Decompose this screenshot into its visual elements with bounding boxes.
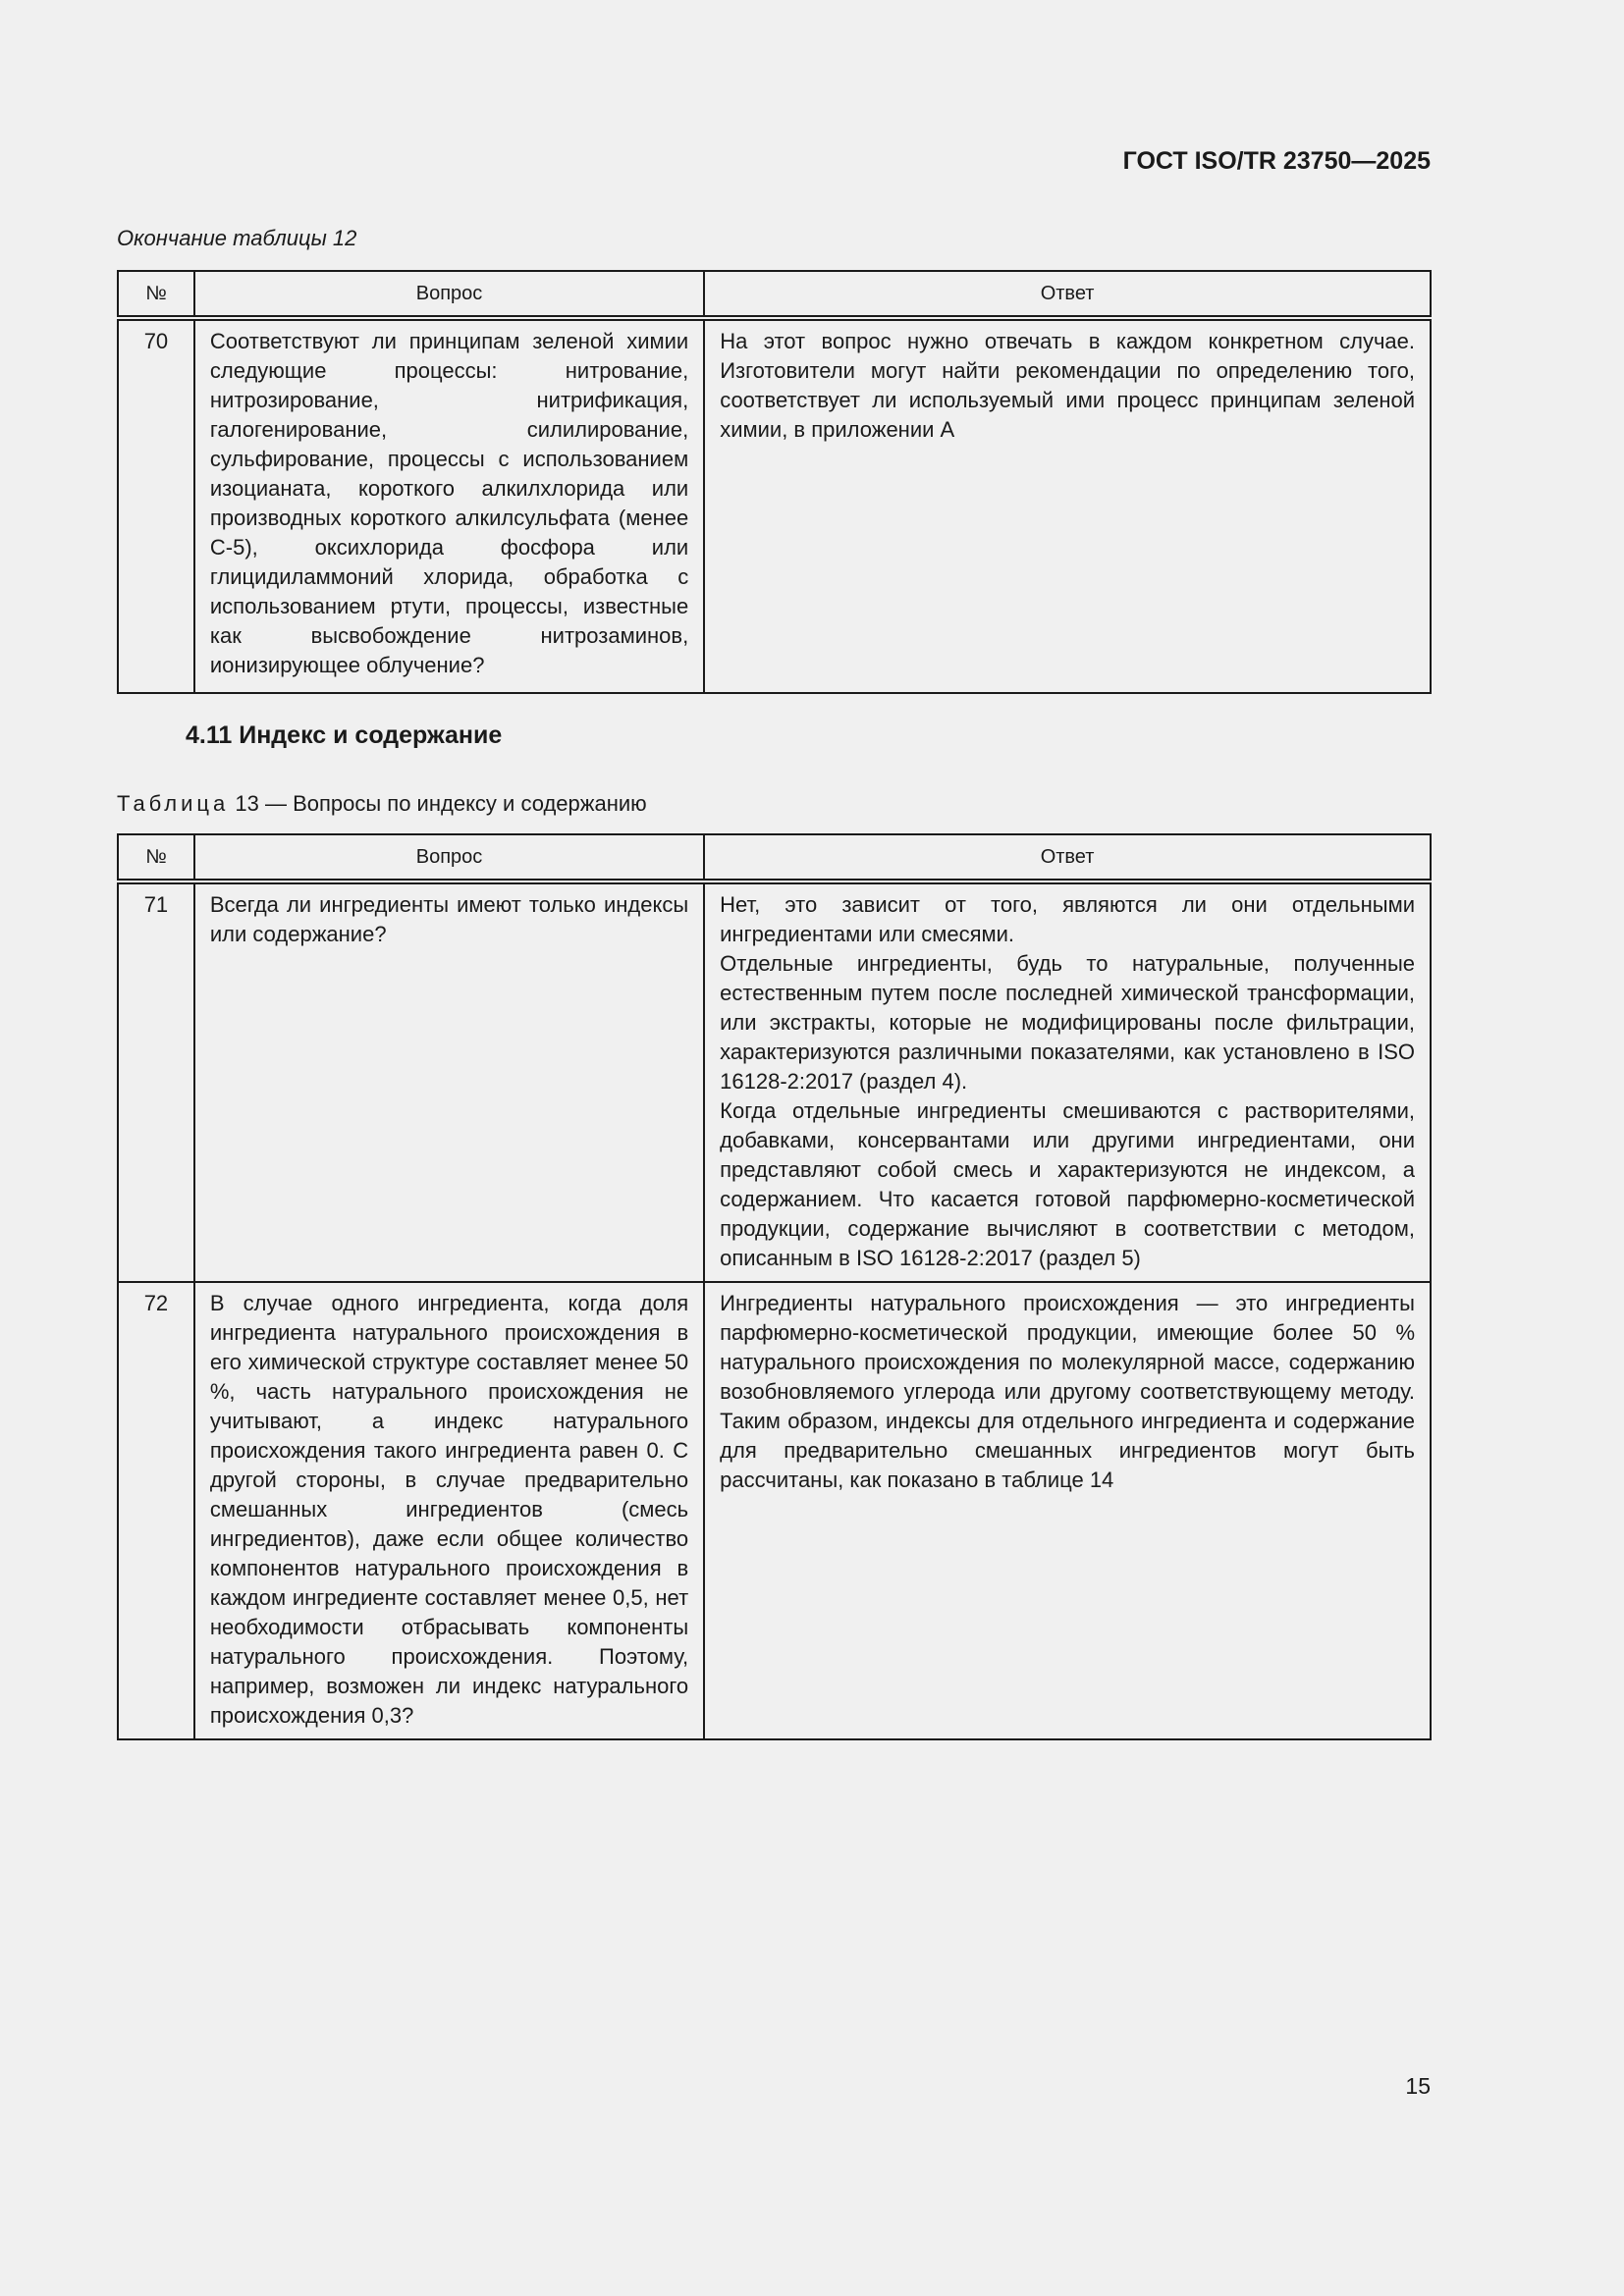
table-12 [117,270,1432,694]
row-number: 72 [118,1282,194,1739]
table-row [118,881,1431,1282]
page-number: 15 [1405,2073,1431,2099]
column-header-question: Вопрос [194,271,704,318]
answer-paragraph: Когда отдельные ингредиенты смешиваются с растворителями, добавками, консервантами или другими ингредиентами, они представляют собой смесь и характеризуются не индексом, а содержанием. Что касается готовой парфюмерно-косметической продукции, содержание вычисляют в соответствии с методом, описанным в ISO 16128-2:2017 (раздел 5) [720,1098,1415,1270]
answer-paragraph: Отдельные ингредиенты, будь то натуральные, полученные естественным путем после последней химической трансформации, или экстракты, которые не модифицированы после фильтрации, характеризуются различными показателями, как установлено в ISO 16128-2:2017 (раздел 4). [720,951,1415,1094]
column-header-question: Вопрос [194,834,704,881]
answer-paragraph: Ингредиенты натурального происхождения — это ингредиенты парфюмерно-косметической продукции, имеющие более 50 % натурального происхождения по молекулярной массе, содержанию возобновляемого углерода или другому соответствующему методу. Таким образом, индексы для отдельного ингредиента и содержание для предварительно смешанных ингредиентов могут быть рассчитаны, как показано в таблице 14 [720,1291,1415,1492]
table-caption-text: 13 — Вопросы по индексу и содержанию [229,791,647,816]
question-cell: Соответствуют ли принципам зеленой химии следующие процессы: нитрование, нитрозирование, нитрификация, галогенирование, силилирование, сульфирование, процессы с использованием изоцианата, короткого алкилхлорида или производных короткого алкилсульфата (менее С-5), оксихлорида фосфора или глицидиламмоний хлорида, обработка с использованием ртути, процессы, известные как высвобождение нитрозаминов, ионизирующее облучение? [194,318,704,693]
answer-cell [704,881,1431,1282]
table-caption-label: Таблица [117,791,230,816]
table-header-row [118,271,1431,318]
column-header-answer: Ответ [704,271,1431,318]
column-header-number: № [118,271,194,318]
answer-cell [704,1282,1431,1739]
table-row [118,318,1431,693]
document-code: ГОСТ ISO/TR 23750—2025 [1122,147,1431,175]
answer-paragraph: Нет, это зависит от того, являются ли они отдельными ингредиентами или смесями. [720,892,1415,946]
table-13 [117,833,1432,1740]
table-caption [117,791,647,817]
section-heading: 4.11 Индекс и содержание [186,721,503,749]
table-row [118,1282,1431,1739]
question-cell: Всегда ли ингредиенты имеют только индексы или содержание? [194,881,704,1282]
question-cell: В случае одного ингредиента, когда доля ингредиента натурального происхождения в его химической структуре составляет менее 50 %, часть натурального происхождения не учитывают, а индекс натурального происхождения такого ингредиента равен 0. С другой стороны, в случае предварительно смешанных ингредиентов (смесь ингредиентов), даже если общее количество компонентов натурального происхождения в каждом ингредиенте составляет менее 0,5, нет необходимости отбрасывать компоненты натурального происхождения. Поэтому, например, возможен ли индекс натурального происхождения 0,3? [194,1282,704,1739]
column-header-number: № [118,834,194,881]
answer-cell: На этот вопрос нужно отвечать в каждом конкретном случае. Изготовители могут найти рекомендации по определению того, соответствует ли используемый ими процесс принципам зеленой химии, в приложении А [704,318,1431,693]
row-number: 71 [118,881,194,1282]
row-number: 70 [118,318,194,693]
table-continuation-label: Окончание таблицы 12 [117,226,357,250]
table-header-row [118,834,1431,881]
column-header-answer: Ответ [704,834,1431,881]
